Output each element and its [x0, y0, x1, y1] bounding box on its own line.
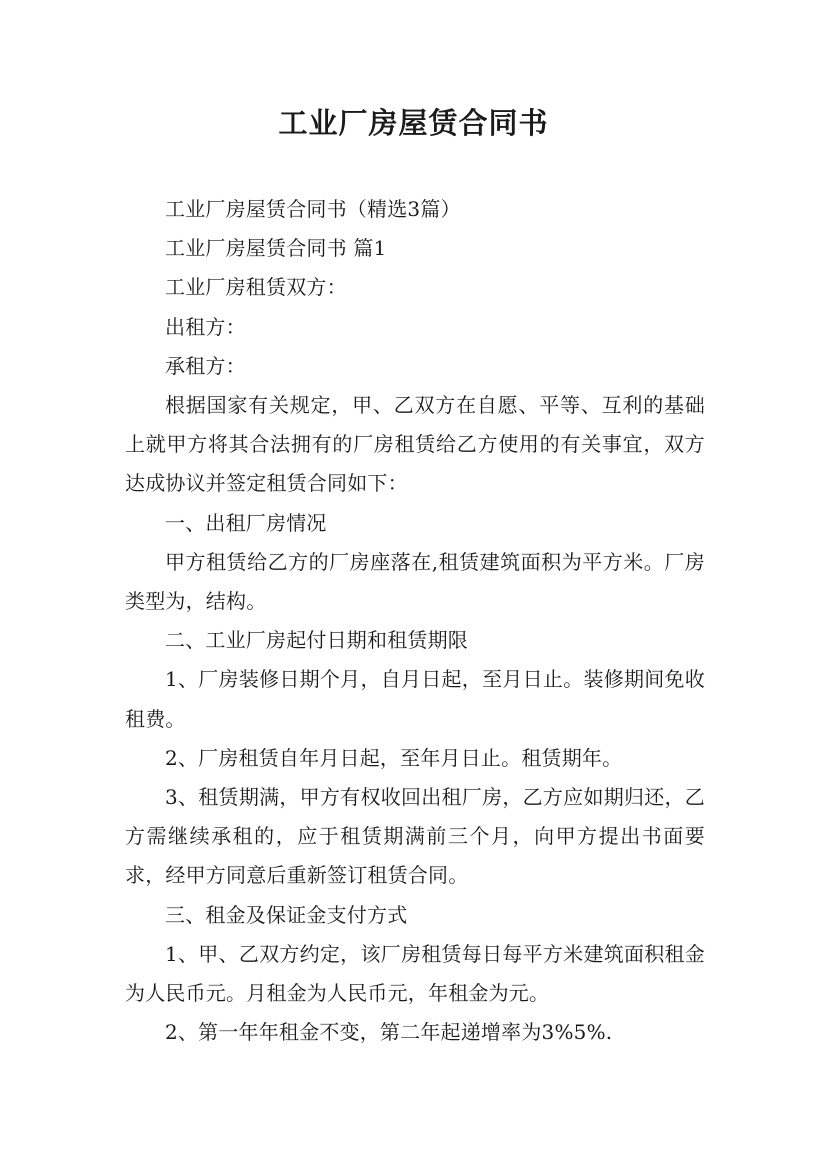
paragraph-clause-3-item-1: 1、甲、乙双方约定，该厂房租赁每日每平方米建筑面积租金为人民币元。月租金为人民币元，年租金为元。 — [125, 941, 705, 1006]
document-title: 工业厂房屋赁合同书 — [278, 106, 549, 140]
heading-clause-1: 一、出租厂房情况 — [165, 510, 327, 535]
paragraph-lessee: 承租方： — [165, 353, 246, 378]
paragraph-clause-3-item-2: 2、第一年年租金不变，第二年起递增率为3%5%. — [165, 1020, 613, 1045]
paragraph-clause-2-item-2: 2、厂房租赁自年月日起，至年月日止。租赁期年。 — [165, 745, 623, 770]
paragraph-lessor: 出租方： — [165, 314, 246, 339]
paragraph-clause-2-item-1: 1、厂房装修日期个月，自月日起，至月日止。装修期间免收租费。 — [125, 667, 705, 731]
paragraph-section-heading: 工业厂房屋赁合同书 篇1 — [165, 236, 387, 261]
paragraph-subtitle: 工业厂房屋赁合同书（精选3篇） — [165, 197, 461, 221]
paragraph-clause-2-item-3: 3、租赁期满，甲方有权收回出租厂房，乙方应如期归还，乙方需继续承租的，应于租赁期满前三个月，向甲方提出书面要求，经甲方同意后重新签订租赁合同。 — [125, 785, 705, 888]
heading-clause-3: 三、租金及保证金支付方式 — [165, 902, 408, 927]
heading-clause-2: 二、工业厂房起付日期和租赁期限 — [165, 628, 468, 653]
paragraph-parties-label: 工业厂房租赁双方： — [165, 275, 347, 300]
document-body — [125, 190, 705, 1052]
paragraph-preamble: 根据国家有关规定，甲、乙双方在自愿、平等、互利的基础上就甲方将其合法拥有的厂房租赁给乙方使用的有关事宜，双方达成协议并签定租赁合同如下： — [125, 393, 705, 496]
paragraph-clause-1-body: 甲方租赁给乙方的厂房座落在,租赁建筑面积为平方米。厂房类型为，结构。 — [125, 549, 705, 614]
